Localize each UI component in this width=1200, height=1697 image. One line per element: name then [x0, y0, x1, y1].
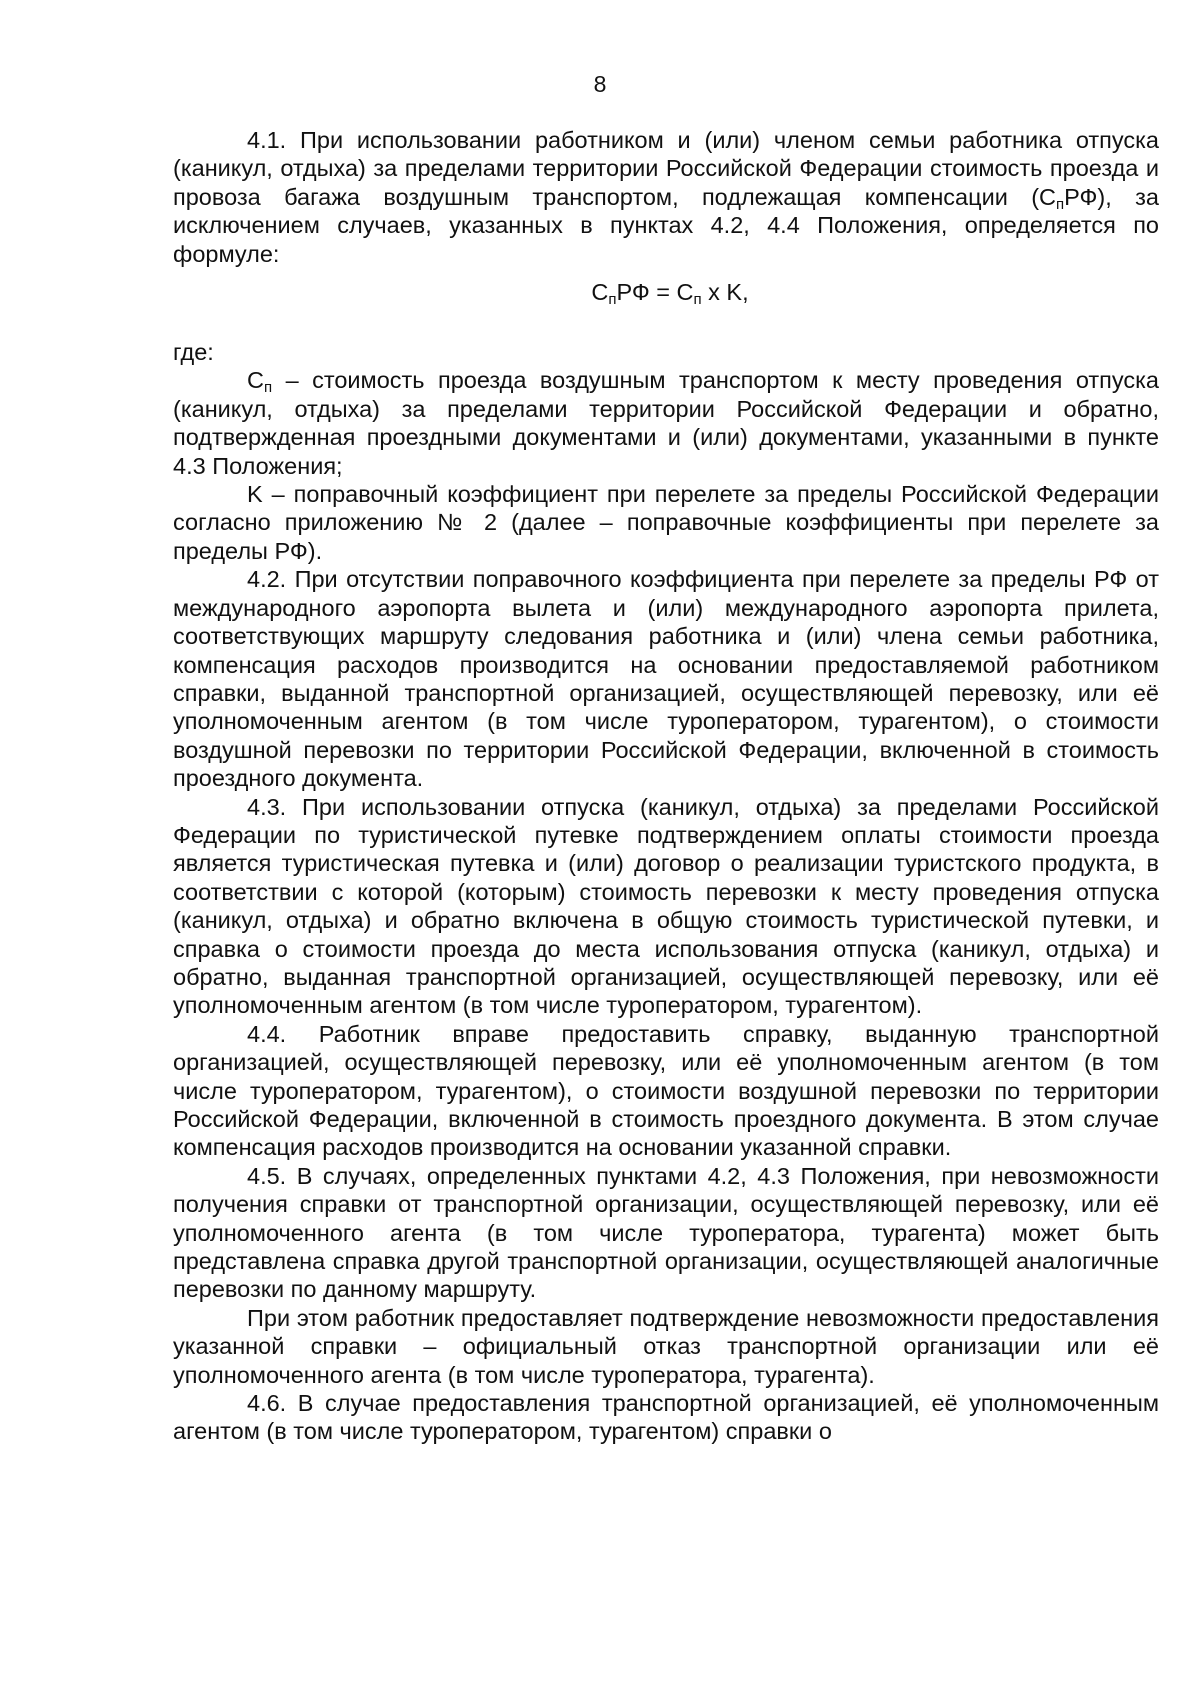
formula [173, 278, 1159, 338]
definition-cp-symbol: С [247, 367, 264, 394]
symbol-c: С [1039, 183, 1057, 210]
formula-right-c: С [676, 279, 694, 306]
paragraph-4-4: 4.4. Работник вправе предоставить справку, выданную транспортной организацией, осуществляющей перевозку, или её уполномоченным агентом (в том числе туроператором, турагентом), о стоимости воздушной перевозки по территории Российской Федерации, включенной в стоимость проездного документа. В этом случае компенсация расходов производится на основании указанной справки. [173, 1020, 1159, 1161]
document-body [173, 126, 1159, 1446]
symbol-subscript: п [1056, 195, 1065, 213]
paragraph-4-1-rest: РФ), за исключением случаев, указанных в пунктах 4.2, 4.4 Положения, определяется по формуле: [173, 183, 1159, 267]
paragraph-4-5: 4.5. В случаях, определенных пунктами 4.2, 4.3 Положения, при невозможности получения справки от транспортной организации, осуществляющей перевозку, или её уполномоченного агента (в том числе туроператора, турагента) может быть представлена справка другой транспортной организации, осуществляющей аналогичные перевозки по данному маршруту. [173, 1162, 1159, 1303]
paragraph-4-5-continued: При этом работник предоставляет подтверждение невозможности предоставления указанной справки – официальный отказ транспортной организации или её уполномоченного агента (в том числе туроператора, турагента). [173, 1304, 1159, 1388]
formula-left-rest: РФ = [616, 279, 677, 306]
paragraph-4-1-text: 4.1. При использовании работником и (или) членом семьи работника отпуска (каникул, отдыха) за пределами территории Российской Федерации стоимость проезда и провоза багажа воздушным транспортом, подлежащая компенсации ( [173, 127, 1159, 210]
paragraph-4-2: 4.2. При отсутствии поправочного коэффициента при перелете за пределы РФ от международного аэропорта вылета и (или) международного аэропорта прилета, соответствующих маршруту следования работника и (или) члена семьи работника, компенсация расходов производится на основании предоставляемой работником справки, выданной транспортной организацией, осуществляющей перевозку, или её уполномоченным агентом (в том числе туроператором, турагентом), о стоимости воздушной перевозки по территории Российской Федерации, включенной в стоимость проездного документа. [173, 566, 1159, 792]
where-label: где: [173, 339, 214, 366]
page-number: 8 [593, 71, 607, 97]
paragraph-4-1 [173, 126, 1159, 268]
formula-right-subscript: п [693, 291, 702, 309]
formula-left-c: С [591, 279, 609, 306]
paragraph-4-3: 4.3. При использовании отпуска (каникул, отдыха) за пределами Российской Федерации по туристической путевке подтверждением оплаты стоимости проезда является туристическая путевка и (или) договор о реализации туристского продукта, в соответствии с которой (которым) стоимость перевозки к месту проведения отпуска (каникул, отдыха) и обратно включена в общую стоимость туристической путевки, и справка о стоимости проезда до места использования отпуска (каникул, отдыха) и обратно, выданная транспортной организацией, осуществляющей перевозку, или её уполномоченным агентом (в том числе туроператором, турагентом). [173, 793, 1159, 1019]
formula-left-subscript: п [608, 291, 617, 309]
definition-cp-subscript: п [263, 379, 273, 397]
formula-right-rest: х K, [701, 279, 749, 306]
definition-cp [173, 366, 1159, 480]
definition-k: K – поправочный коэффициент при перелете за пределы Российской Федерации согласно приложению № 2 (далее – поправочные коэффициенты при перелете за пределы РФ). [173, 481, 1159, 564]
definition-cp-text: – стоимость проезда воздушным транспортом к месту проведения отпуска (каникул, отдыха) за пределами территории Российской Федерации и обратно, подтвержденная проездными документами и (или) документами, указанными в пункте 4.3 Положения; [173, 367, 1159, 479]
paragraph-4-6: 4.6. В случае предоставления транспортной организацией, её уполномоченным агентом (в том числе туроператором, турагентом) справки о [173, 1390, 1159, 1445]
